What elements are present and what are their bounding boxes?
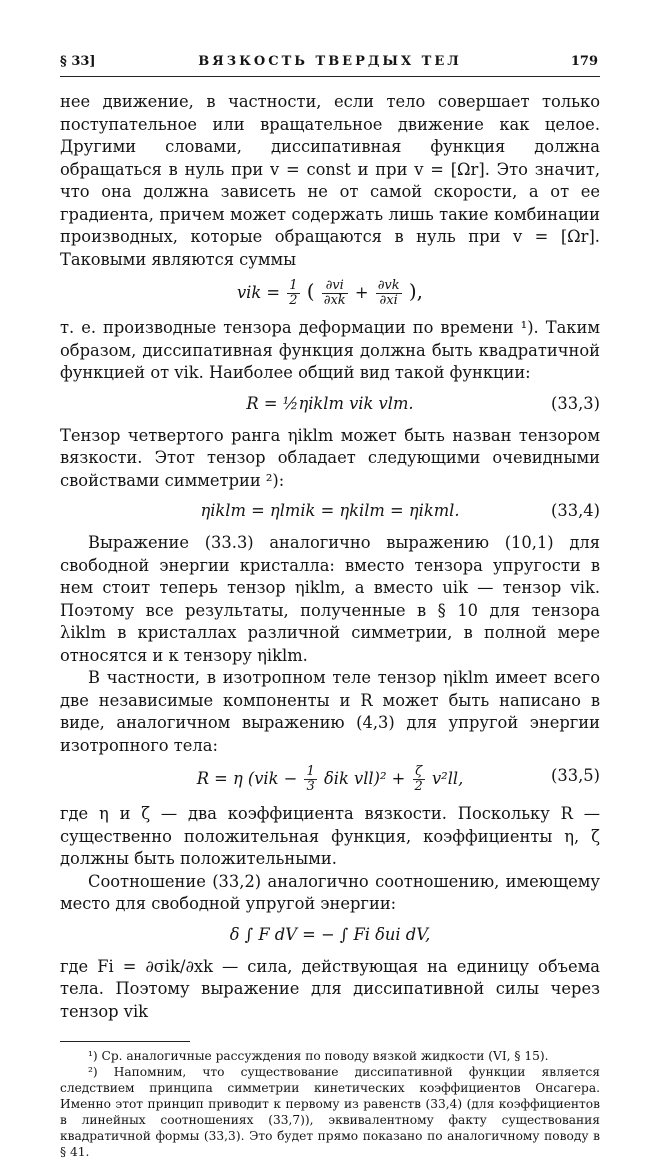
paragraph: Тензор четвертого ранга ηiklm может быть назван тензором вязкости. Этот тензор обладает следующими очевидными свойствами симметрии ²): [60,425,600,490]
page-number: 179 [570,54,598,69]
paragraph: Соотношение (33,2) аналогично соотношению, имеющему место для свободной упругой энергии: [60,871,600,913]
fraction-half: $\frac{1}{2}$ [289,278,298,308]
footnote-rule [60,1041,190,1042]
main-text [60,91,600,1023]
section-marker: § 33] [60,54,96,69]
equation-33-5: R = η (vik − $\frac{1}{3}$ δik vll)² + $\frac{\zeta}{2}$ v²ll, (33,5) [196,764,600,794]
equation-lhs: vik = [236,283,286,302]
equation-number: (33,5) [551,766,600,785]
equation-free-energy-variation: δ ∫ F dV = − ∫ Fi δui dV, [229,924,431,944]
equation-33-4: ηiklm = ηlmik = ηkilm = ηikml. (33,4) [60,492,600,532]
equation-number: (33,4) [551,501,600,520]
paragraph: т. е. производные тензора деформации по времени ¹). Таким образом, диссипативная функция должна быть квадратичной функцией от vik. Наиболее общий вид такой функции: [60,318,600,382]
equation-number: (33,3) [551,393,600,413]
footnote-1: ¹) Ср. аналогичные рассуждения по поводу вязкой жидкости (VI, § 15). [88,1049,549,1063]
equation-33-3: R = ½ηiklm vik vlm. (33,3) [60,385,600,425]
running-title: ВЯЗКОСТЬ ТВЕРДЫХ ТЕЛ [198,54,462,69]
fraction-derivative-1: $\frac{\partial vi}{\partial xk}$ [323,278,346,308]
running-header [60,46,600,72]
paragraph: где η и ζ — два коэффициента вязкости. Поскольку R — существенно положительная функция, коэффициенты η, ζ должны быть положительными. [60,804,600,868]
paragraph: Выражение (33.3) аналогично выражению (10,1) для свободной энергии кристалла: вместо тензора упругости в нем стоит теперь тензор ηiklm, а вместо uik — тензор vik. Поэтому все результаты, полученные в § 10 для тензора λiklm в кристаллах различной симметрии, в полной мере относятся и к тензору ηiklm. [60,533,600,665]
fraction-derivative-2: $\frac{\partial vk}{\partial xi}$ [377,278,400,308]
paragraph: В частности, в изотропном теле тензор ηiklm имеет всего две независимые компоненты и R может быть написано в виде, аналогичном выражению (4,3) для упругой энергии изотропного тела: [60,668,600,755]
equation-strain-rate: vik = $\frac{1}{2}$ ( $\frac{\partial vi}{\partial xk}$ + $\frac{\partial vk}{\partial xi}$ ), [236,278,423,308]
fraction-third: $\frac{1}{3}$ [306,764,315,794]
footnote-2: ²) Напомним, что существование диссипативной функции является следствием принципа симметрии кинетических коэффициентов Онсагера. Именно этот принцип приводит к первому из равенств (33,4) (для коэффициентов в линейных соотношениях (33,7)), эквивалентному факту существования квадратичной формы (33,3). Это будет прямо показано по аналогичному поводу в § 41. [60,1065,600,1159]
paragraph: где Fi = ∂σik/∂xk — сила, действующая на единицу объема тела. Поэтому выражение для диссипативной силы через тензор vik [60,956,600,1021]
fraction-zeta-half: $\frac{\zeta}{2}$ [414,764,423,794]
paragraph: нее движение, в частности, если тело совершает только поступательное или вращательное движение как целое. Другими словами, диссипативная функция должна обращаться в нуль при v = const и при v = [Ωr]. Это значит, что она должна зависеть не от самой скорости, а от ее градиента, причем может содержать лишь такие комбинации производных, которые обращаются в нуль при v = [Ωr]. Таковыми являются суммы [60,92,600,269]
book-page [60,46,600,1160]
header-rule [60,76,600,77]
